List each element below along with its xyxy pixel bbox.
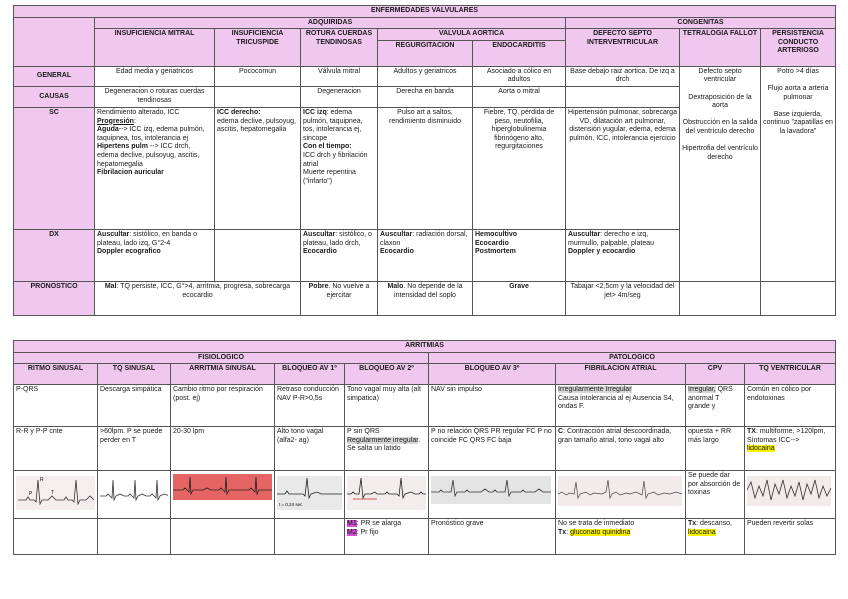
pron-endo xyxy=(473,281,566,315)
ecg-strip-b3 xyxy=(431,472,553,510)
r1-tv: Común en cólico por endotoxinas xyxy=(745,385,836,427)
pron-reg xyxy=(378,281,473,315)
causas-dsv xyxy=(566,86,680,107)
r4-fa-title: Tx xyxy=(558,528,567,536)
sc-rct-text: : edema pulmón, taquipnea, tos, intolerancia ej, sincope xyxy=(303,108,363,142)
sc-rct-text3: Muerte repentina ("infarto") xyxy=(303,169,356,185)
ecg-tq-ventricular xyxy=(745,471,836,519)
causas-endo: Aorta o mitral xyxy=(473,86,566,107)
persistencia-cell xyxy=(761,66,836,281)
col-insuficiencia-tricuspide: INSUFICIENCIA TRICUSPIDE xyxy=(215,29,301,67)
pron-reg-title: Malo xyxy=(387,282,404,290)
r2-b2 xyxy=(345,427,429,471)
ecg-bloqueo-av2 xyxy=(345,471,429,519)
col-insuficiencia-mitral: INSUFICIENCIA MITRAL xyxy=(95,29,215,67)
group-fisiologico: FISIOLOGICO xyxy=(14,352,429,364)
dx-dsv-text: : derecho e izq, murmullo, palpable, plateau xyxy=(568,230,654,247)
ecg-arritmia-sinusal xyxy=(171,471,275,519)
row-sc: SC xyxy=(14,107,95,229)
group-patologico: PATOLOGICO xyxy=(429,352,836,364)
pron-im-title: Mal xyxy=(104,282,117,290)
sc-rct-text2: ICC drch y fibrilación atrial xyxy=(303,151,368,168)
r4-b3: Pronóstico grave xyxy=(429,519,556,555)
r1-cpv xyxy=(686,385,745,427)
dx-dsv-title: Auscultar xyxy=(568,230,601,238)
sc-im: Rendimiento alterado, ICC Progresión: Aguda--> ICC izq, edema pulmón, taquipnea, tos, intolerancia ej Hipertens pulm --> ICC drch, edema declive, pulsoyug, ascitis, hepatomegalia Fibrilacion auricular xyxy=(95,107,215,229)
ecg-bloqueo-av3 xyxy=(429,471,556,519)
sc-it-title: ICC derecho: xyxy=(217,108,261,116)
sc-it xyxy=(215,107,301,229)
sc-it-text: edema declive, pulsoyug, ascitis, hepatomegalia xyxy=(217,117,296,134)
r4-tv: Pueden revertir solas xyxy=(745,519,836,555)
r2-tv xyxy=(745,427,836,471)
dx-reg-text: : radiación dorsal, claxon xyxy=(380,230,468,247)
r2-b1: Alto tono vagal (alfa2- ag) xyxy=(275,427,345,471)
group-congenitas: CONGENITAS xyxy=(566,17,836,29)
pca-line-3: Base izquierda, continuo "zapatillas en la lavadora" xyxy=(763,110,833,135)
r1-fa-highlight: Irregularmente Irregular xyxy=(558,386,632,394)
r4-as xyxy=(171,519,275,555)
dx-rct-ecocardio: Ecocardio xyxy=(303,248,337,256)
r2-b3: P no relación QRS PR regular FC P no coincide FC QRS FC baja xyxy=(429,427,556,471)
pron-im-text: : TQ persiste, ICC, G°>4, arritmia, progresa, sobrecarga ecocardio xyxy=(116,282,291,299)
sc-im-aguda: Aguda xyxy=(97,126,119,134)
r4-b2-m1: M1 xyxy=(347,520,357,528)
sc-rct xyxy=(301,107,378,229)
col-endocarditis: ENDOCARDITIS xyxy=(473,40,566,66)
dx-rct-title: Auscultar xyxy=(303,230,336,238)
col-fibrilacion-atrial: FIBRILACION ATRIAL xyxy=(556,364,686,385)
r4-fa-highlight: gluconato quinidina xyxy=(570,528,631,536)
r1-fa-text: Causa intolerancia al ej Ausencia S4, ondas F. xyxy=(558,394,674,411)
col-tq-sinusal: TQ SINUSAL xyxy=(98,364,171,385)
sc-im-line1: Rendimiento alterado, ICC xyxy=(97,108,180,116)
pron-rct-text: . No vuelve a ejercitar xyxy=(326,282,370,299)
ecg-label-t: T xyxy=(51,490,55,497)
r4-rs xyxy=(14,519,98,555)
ecg-strip-b1 xyxy=(277,472,342,510)
r2-tv-title: TX xyxy=(747,428,756,436)
col-regurgitacion: REGURGITACION xyxy=(378,40,473,66)
general-rct: Válvula mitral xyxy=(301,66,378,86)
dx-endo-3: Postmortem xyxy=(475,248,516,256)
r1-fa xyxy=(556,385,686,427)
general-it: Pococomun xyxy=(215,66,301,86)
ecg-bloqueo-av1 xyxy=(275,471,345,519)
r4-fa: No se trata de inmediato Tx: gluconato quinidina xyxy=(556,519,686,555)
r2-fa xyxy=(556,427,686,471)
sc-endo: Fiebre, TQ, pérdida de peso, neutofilia, hiperglobulinemia fibrinógeno alto, regurgitaciones xyxy=(473,107,566,229)
pca-line-2: Flujo aorta a arteria pulmonar xyxy=(767,84,829,101)
r2-rs: R-R y P-P cnte xyxy=(14,427,98,471)
pron-dsv: Tabajar <2,5cm y la velocidad del jet> 4m/seg xyxy=(566,281,680,315)
sc-reg: Pulso art a saltos, rendimiento disminuido xyxy=(378,107,473,229)
ecg-label-r: R xyxy=(40,477,44,484)
r1-b2: Tono vagal muy alta (alt simpatica) xyxy=(345,385,429,427)
ecg-tq-sinusal xyxy=(98,471,171,519)
sc-im-fibrilacion: Fibrilacion auricular xyxy=(97,169,164,177)
row-dx: DX xyxy=(14,229,95,281)
pron-rct xyxy=(301,281,378,315)
dx-im-text: : sistólico, en banda o plateau, lado izq, G°2-4 xyxy=(97,230,198,247)
r4-cpv xyxy=(686,519,745,555)
tetralogia-cell: Defecto septo ventricular Dextraposición de la aorta Obstrucción en la salida del ventrículo derecho Hipertrofia del ventrículo derecho xyxy=(680,66,761,281)
r1-tqs: Descarga simpática xyxy=(98,385,171,427)
ecg-strip-as xyxy=(173,472,272,510)
sc-im-aguda-text: --> ICC izq, edema pulmón, taquipnea, tos, intolerancia ej xyxy=(97,126,205,142)
col-cpv: CPV xyxy=(686,364,745,385)
ecg-strip-tv xyxy=(747,472,833,510)
ecg-strip-tqs xyxy=(100,472,168,510)
dx-reg-ecocardio: Ecocardio xyxy=(380,248,414,256)
ecg-strip-fa xyxy=(558,472,683,510)
row-general: GENERAL xyxy=(14,66,95,86)
r4-b2 xyxy=(345,519,429,555)
col-ritmo-sinusal: RITMO SINUSAL xyxy=(14,364,98,385)
r3-cpv: Se puede dar por absorción de toxinas xyxy=(686,471,745,519)
col-arritmia-sinusal: ARRITMIA SINUSAL xyxy=(171,364,275,385)
r1-cpv-highlight: Irregular, xyxy=(688,386,716,394)
r4-b2-text1: : PR se alarga xyxy=(356,520,402,528)
pron-im xyxy=(95,281,301,315)
r1-b1: Retraso conducción NAV P-R>0,5s xyxy=(275,385,345,427)
r4-cpv-title: Tx xyxy=(688,520,697,528)
ecg-strip-b2 xyxy=(347,472,426,510)
dx-im-doppler: Doppler ecografico xyxy=(97,248,161,256)
dx-dsv-doppler: Doppler y ecocardio xyxy=(568,248,636,256)
ecg-b1-label: t = 0,24 sec xyxy=(279,502,303,508)
row-causas: CAUSAS xyxy=(14,86,95,107)
causas-im: Degeneracion o roturas cuerdas tendinosas xyxy=(95,86,215,107)
col-defecto-septo: DEFECTO SEPTO INTERVENTRICULAR xyxy=(566,29,680,67)
pca-line-1: Potro >4 días xyxy=(777,67,819,75)
causas-reg: Derecha en banda xyxy=(378,86,473,107)
dx-endo-2: Ecocardio xyxy=(475,239,509,247)
causas-rct: Degeneracion xyxy=(301,86,378,107)
col-bloqueo-av3: BLOQUEO AV 3º xyxy=(429,364,556,385)
col-bloqueo-av2: BLOQUEO AV 2º xyxy=(345,364,429,385)
sc-dsv: Hipertensión pulmonar, sobrecarga VD, dilatación art pulmonar, distensión yugular, edema, edema pulmón, ICC, intolerancia ejercicio xyxy=(566,107,680,229)
dx-endo xyxy=(473,229,566,281)
group-valvula-aortica: VALVULA AORTICA xyxy=(378,29,566,41)
r1-cpv-text: QRS anormal T grande y xyxy=(688,386,733,411)
dx-reg xyxy=(378,229,473,281)
dx-reg-title: Auscultar xyxy=(380,230,413,238)
r4-cpv-highlight: lidocaina xyxy=(688,528,716,536)
pron-rct-title: Pobre xyxy=(308,282,329,290)
col-tetralogia-fallot: TETRALOGIA FALLOT xyxy=(680,29,761,67)
group-adquiridas: ADQUIRIDAS xyxy=(95,17,566,29)
valvular-title: ENFERMEDADES VALVULARES xyxy=(14,6,836,18)
r2-b2-highlight: Regularmente irregular xyxy=(347,436,419,444)
col-tq-ventricular: TQ VENTRICULAR xyxy=(745,364,836,385)
r2-b2-text2: . Se salta un latido xyxy=(347,436,421,453)
general-endo: Asociado a cólico en adultos xyxy=(473,66,566,86)
r4-b1 xyxy=(275,519,345,555)
sc-rct-title2: Con el tiempo: xyxy=(303,143,352,151)
r2-as: 20-30 lpm xyxy=(171,427,275,471)
ecg-ritmo-sinusal xyxy=(14,471,98,519)
pron-tf xyxy=(680,281,761,315)
r2-tv-highlight: lidocaina xyxy=(747,445,775,453)
dx-rct-text: : sistólico, o plateau, lado drch, xyxy=(303,230,372,247)
sc-im-progresion: Progresión xyxy=(97,117,134,125)
col-bloqueo-av1: BLOQUEO AV 1º xyxy=(275,364,345,385)
r2-fa-title: C xyxy=(558,428,564,436)
sc-rct-title: ICC izq xyxy=(303,108,327,116)
general-reg: Adultos y geriatricos xyxy=(378,66,473,86)
col-rotura-cuerdas: ROTURA CUERDAS TENDINOSAS xyxy=(301,29,378,67)
sc-im-hipertens-text: --> ICC drch, edema declive, pulsoyug, ascitis, hepatomegalia xyxy=(97,143,200,168)
r4-fa-text1: No se trata de inmediato xyxy=(558,520,635,528)
pron-reg-text: . No depende de la intensidad del soplo xyxy=(394,282,463,299)
r4-b2-m2: M2 xyxy=(347,528,357,536)
ecg-label-p: P xyxy=(29,491,33,498)
r1-as: Cambio ritmo por respiración (post. ej) xyxy=(171,385,275,427)
dx-im xyxy=(95,229,215,281)
row-pronostico: PRONOSTICO xyxy=(14,281,95,315)
r4-tqs xyxy=(98,519,171,555)
r1-b3: NAV sin impulso xyxy=(429,385,556,427)
general-dsv: Base debajo raiz aortica. De izq a drch xyxy=(566,66,680,86)
dx-it xyxy=(215,229,301,281)
dx-endo-1: Hemocultivo xyxy=(475,230,518,238)
general-im: Edad media y geriatricos xyxy=(95,66,215,86)
r4-b2-text2: : Pr fijo xyxy=(356,528,379,536)
pron-endo-text: Grave xyxy=(509,282,529,290)
dx-rct xyxy=(301,229,378,281)
arrhythmia-table xyxy=(13,340,836,555)
ecg-strip-rs xyxy=(16,472,95,510)
r2-cpv: opuesta + RR más largo xyxy=(686,427,745,471)
pron-pca xyxy=(761,281,836,315)
dx-im-title: Auscultar xyxy=(97,230,130,238)
ecg-fibrilacion-atrial xyxy=(556,471,686,519)
col-persistencia-conducto: PERSISTENCIA CONDUCTO ARTERIOSO xyxy=(761,29,836,67)
r2-fa-text: : Contracción atrial descoordinada, gran tamaño atrial, tono vagal alto xyxy=(558,428,672,444)
causas-it xyxy=(215,86,301,107)
sc-im-hipertens: Hipertens pulm xyxy=(97,143,148,151)
r4-cpv-text: : descanso, xyxy=(696,520,732,528)
corner-cell xyxy=(14,17,95,66)
arrhythmia-title: ARRITMIAS xyxy=(14,341,836,353)
r2-tqs: >60lpm. P se puede perder en T xyxy=(98,427,171,471)
r2-tv-text: : multiforme, >120lpm, Síntomas ICC--> xyxy=(747,428,826,444)
valvular-table xyxy=(13,5,836,316)
r2-b2-text1: P sin QRS xyxy=(347,428,380,436)
dx-dsv xyxy=(566,229,680,281)
r1-rs: P-QRS xyxy=(14,385,98,427)
